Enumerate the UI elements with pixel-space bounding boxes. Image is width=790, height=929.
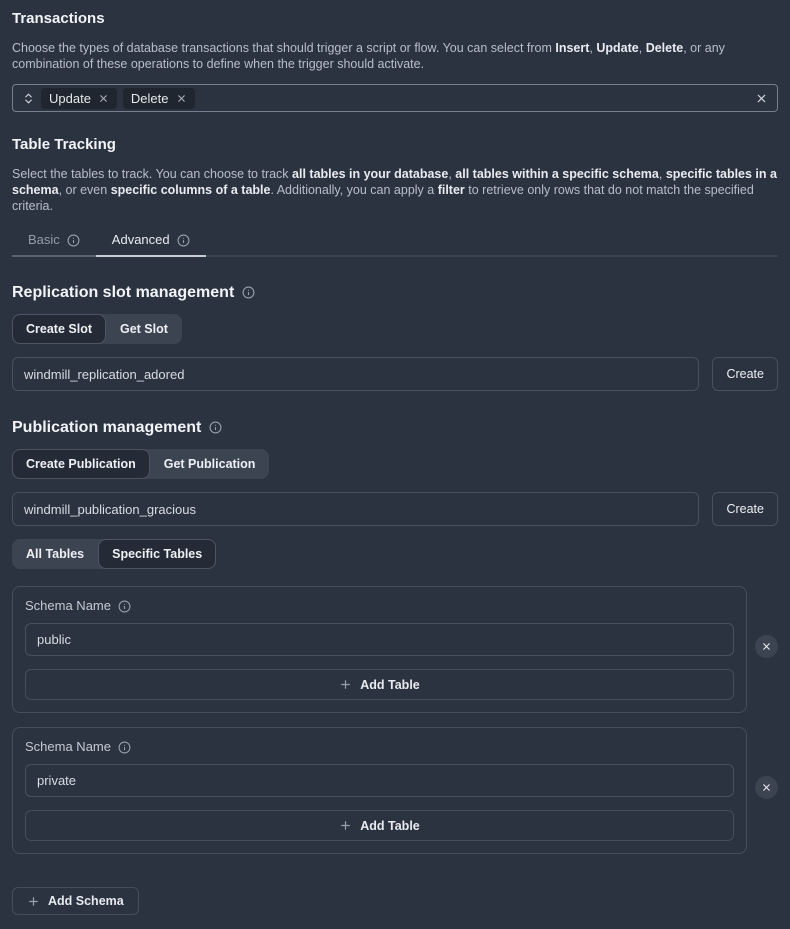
schema-row bbox=[12, 586, 778, 713]
info-icon[interactable] bbox=[118, 741, 131, 754]
info-icon[interactable] bbox=[242, 286, 255, 299]
schema-label-text: Schema Name bbox=[25, 739, 111, 754]
plus-icon bbox=[339, 819, 352, 832]
remove-schema-button[interactable] bbox=[755, 635, 778, 658]
info-icon[interactable] bbox=[209, 421, 222, 434]
info-icon[interactable] bbox=[177, 234, 190, 247]
slot-input-row bbox=[12, 357, 778, 391]
add-table-button[interactable] bbox=[25, 669, 734, 700]
schema-name-input[interactable] bbox=[25, 623, 734, 656]
add-table-button[interactable] bbox=[25, 810, 734, 841]
create-slot-toggle[interactable]: Create Slot bbox=[12, 314, 106, 344]
tab-advanced[interactable] bbox=[96, 226, 206, 257]
publication-input-row bbox=[12, 492, 778, 526]
add-schema-button[interactable] bbox=[12, 887, 139, 915]
slot-name-input[interactable] bbox=[12, 357, 699, 391]
info-icon[interactable] bbox=[118, 600, 131, 613]
tab-basic[interactable] bbox=[12, 226, 96, 257]
publication-title bbox=[12, 418, 778, 437]
remove-schema-button[interactable] bbox=[755, 776, 778, 799]
section-title-text: Publication management bbox=[12, 419, 202, 436]
table-tracking-description: Select the tables to track. You can choose to track all tables in your database, all tables within a specific schema, specific tables in a schema, or even specific columns of a table. Additionally, you can apply a filter to retrieve only rows that do not match the specified criteria. bbox=[12, 167, 777, 213]
tracking-mode-tabs bbox=[12, 226, 778, 257]
transactions-title: Transactions bbox=[12, 10, 105, 27]
section-title-text: Replication slot management bbox=[12, 284, 235, 301]
publication-mode-toggle bbox=[12, 449, 269, 479]
add-table-label: Add Table bbox=[360, 677, 420, 692]
tab-label: Basic bbox=[28, 232, 60, 247]
selected-tag-delete bbox=[123, 88, 195, 109]
table-tracking-title: Table Tracking bbox=[12, 136, 116, 153]
schema-card bbox=[12, 727, 747, 854]
transactions-multiselect[interactable] bbox=[12, 84, 778, 112]
create-publication-toggle[interactable]: Create Publication bbox=[12, 449, 150, 479]
all-tables-toggle[interactable]: All Tables bbox=[12, 539, 98, 569]
schema-name-input[interactable] bbox=[25, 764, 734, 797]
remove-tag-icon[interactable] bbox=[176, 93, 187, 104]
transactions-description: Choose the types of database transactions that should trigger a script or flow. You can select from Insert, Update, Delete, or any combination of these operations to define when the trigger should activate. bbox=[12, 41, 725, 71]
plus-icon bbox=[339, 678, 352, 691]
publication-name-input[interactable] bbox=[12, 492, 699, 526]
specific-tables-toggle[interactable]: Specific Tables bbox=[98, 539, 216, 569]
get-slot-toggle[interactable]: Get Slot bbox=[106, 314, 182, 344]
slot-mode-toggle bbox=[12, 314, 182, 344]
add-schema-label: Add Schema bbox=[48, 894, 124, 908]
tag-label: Update bbox=[49, 90, 91, 106]
clear-all-icon[interactable] bbox=[755, 92, 768, 105]
schema-name-label bbox=[25, 739, 734, 755]
remove-tag-icon[interactable] bbox=[98, 93, 109, 104]
schema-name-label bbox=[25, 598, 734, 614]
plus-icon bbox=[27, 895, 40, 908]
schema-card bbox=[12, 586, 747, 713]
schema-row bbox=[12, 727, 778, 854]
get-publication-toggle[interactable]: Get Publication bbox=[150, 449, 270, 479]
tab-label: Advanced bbox=[111, 232, 170, 247]
create-publication-button[interactable]: Create bbox=[712, 492, 778, 526]
selected-tag-update bbox=[41, 88, 117, 109]
info-icon[interactable] bbox=[67, 234, 80, 247]
tag-label: Delete bbox=[130, 90, 169, 106]
schema-label-text: Schema Name bbox=[25, 598, 111, 613]
table-scope-toggle bbox=[12, 539, 216, 569]
add-table-label: Add Table bbox=[360, 818, 420, 833]
create-slot-button[interactable]: Create bbox=[712, 357, 778, 391]
chevrons-up-down-icon bbox=[22, 92, 35, 105]
replication-slot-title bbox=[12, 283, 778, 302]
